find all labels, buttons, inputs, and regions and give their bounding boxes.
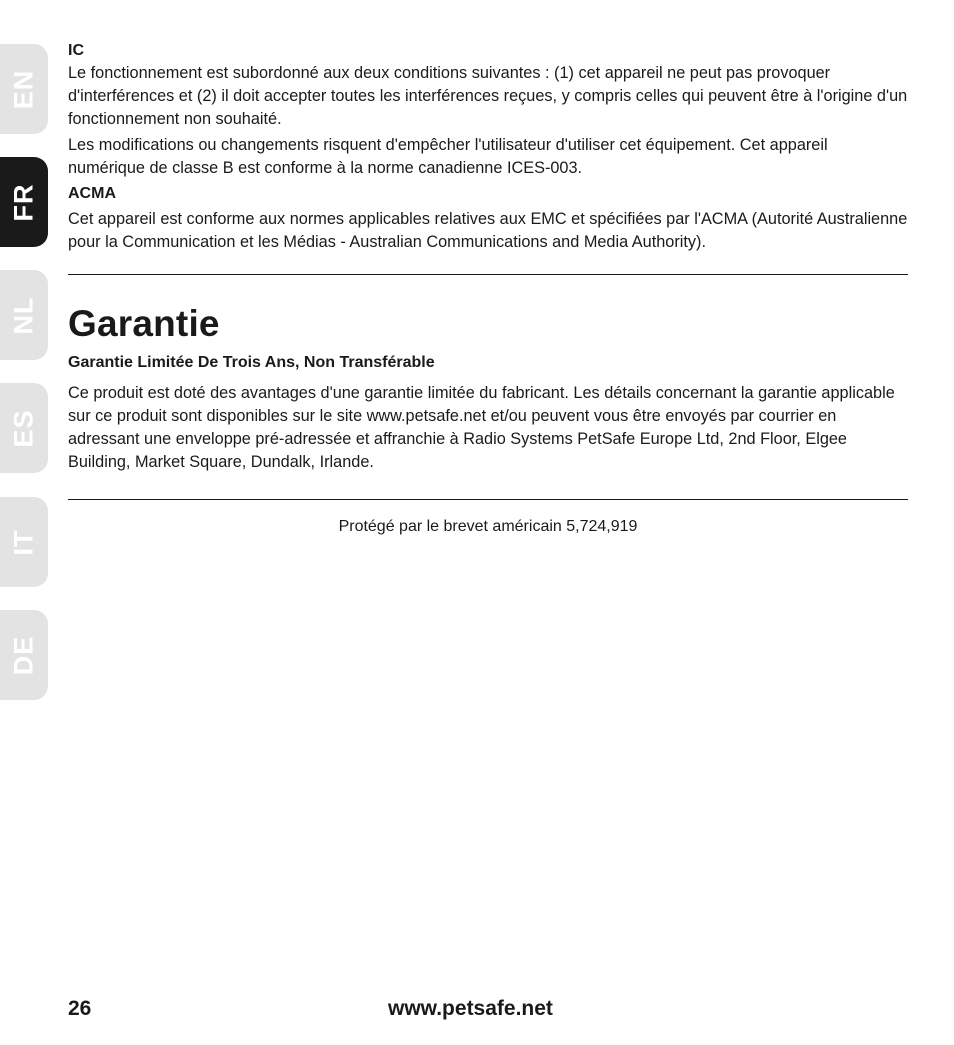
- tab-label: IT: [8, 529, 39, 555]
- tab-label: ES: [8, 408, 39, 448]
- footer-url[interactable]: www.petsafe.net: [388, 997, 553, 1020]
- tab-label: NL: [8, 296, 39, 334]
- tab-de[interactable]: [0, 610, 48, 700]
- warranty-paragraph: Ce produit est doté des avantages d'une garantie limitée du fabricant. Les détails concernant la garantie applicable sur ce produit sont disponibles sur le site www.petsafe.net et/ou peuvent vous être envoyés par courrier en adressant une enveloppe pré-adressée et affranchie à Radio Systems PetSafe Europe Ltd, 2nd Floor, Elgee Building, Market Square, Dundalk, Irlande.: [68, 384, 895, 471]
- tab-label: EN: [8, 69, 39, 109]
- tab-fr[interactable]: [0, 157, 48, 247]
- acma-heading: ACMA: [68, 185, 116, 202]
- ic-heading: IC: [68, 42, 84, 59]
- warranty-subtitle: Garantie Limitée De Trois Ans, Non Transférable: [68, 354, 435, 371]
- tab-es[interactable]: [0, 383, 48, 473]
- page-number: 26: [68, 997, 92, 1020]
- page-content: [68, 40, 908, 538]
- acma-paragraph: Cet appareil est conforme aux normes applicables relatives aux EMC et spécifiées par l'ACMA (Autorité Australienne pour la Communication et les Médias - Australian Communications and Media Authority).: [68, 210, 908, 251]
- language-tabs: [0, 0, 48, 1045]
- tab-en[interactable]: [0, 44, 48, 134]
- ic-paragraph-1: Le fonctionnement est subordonné aux deux conditions suivantes : (1) cet appareil ne peut pas provoquer d'interférences et (2) il doit accepter toutes les interférences reçues, y compris celles qui peuvent être à l'origine d'un fonctionnement non souhaité.: [68, 64, 908, 128]
- tab-it[interactable]: [0, 497, 48, 587]
- page-title: Garantie: [68, 303, 220, 344]
- patent-notice: Protégé par le brevet américain 5,724,919: [338, 518, 638, 535]
- tab-nl[interactable]: [0, 270, 48, 360]
- ic-paragraph-2: Les modifications ou changements risquent d'empêcher l'utilisateur d'utiliser cet équipement. Cet appareil numérique de classe B est conforme à la norme canadienne ICES-003.: [68, 136, 828, 177]
- tab-label: FR: [8, 183, 39, 221]
- tab-label: DE: [8, 635, 39, 675]
